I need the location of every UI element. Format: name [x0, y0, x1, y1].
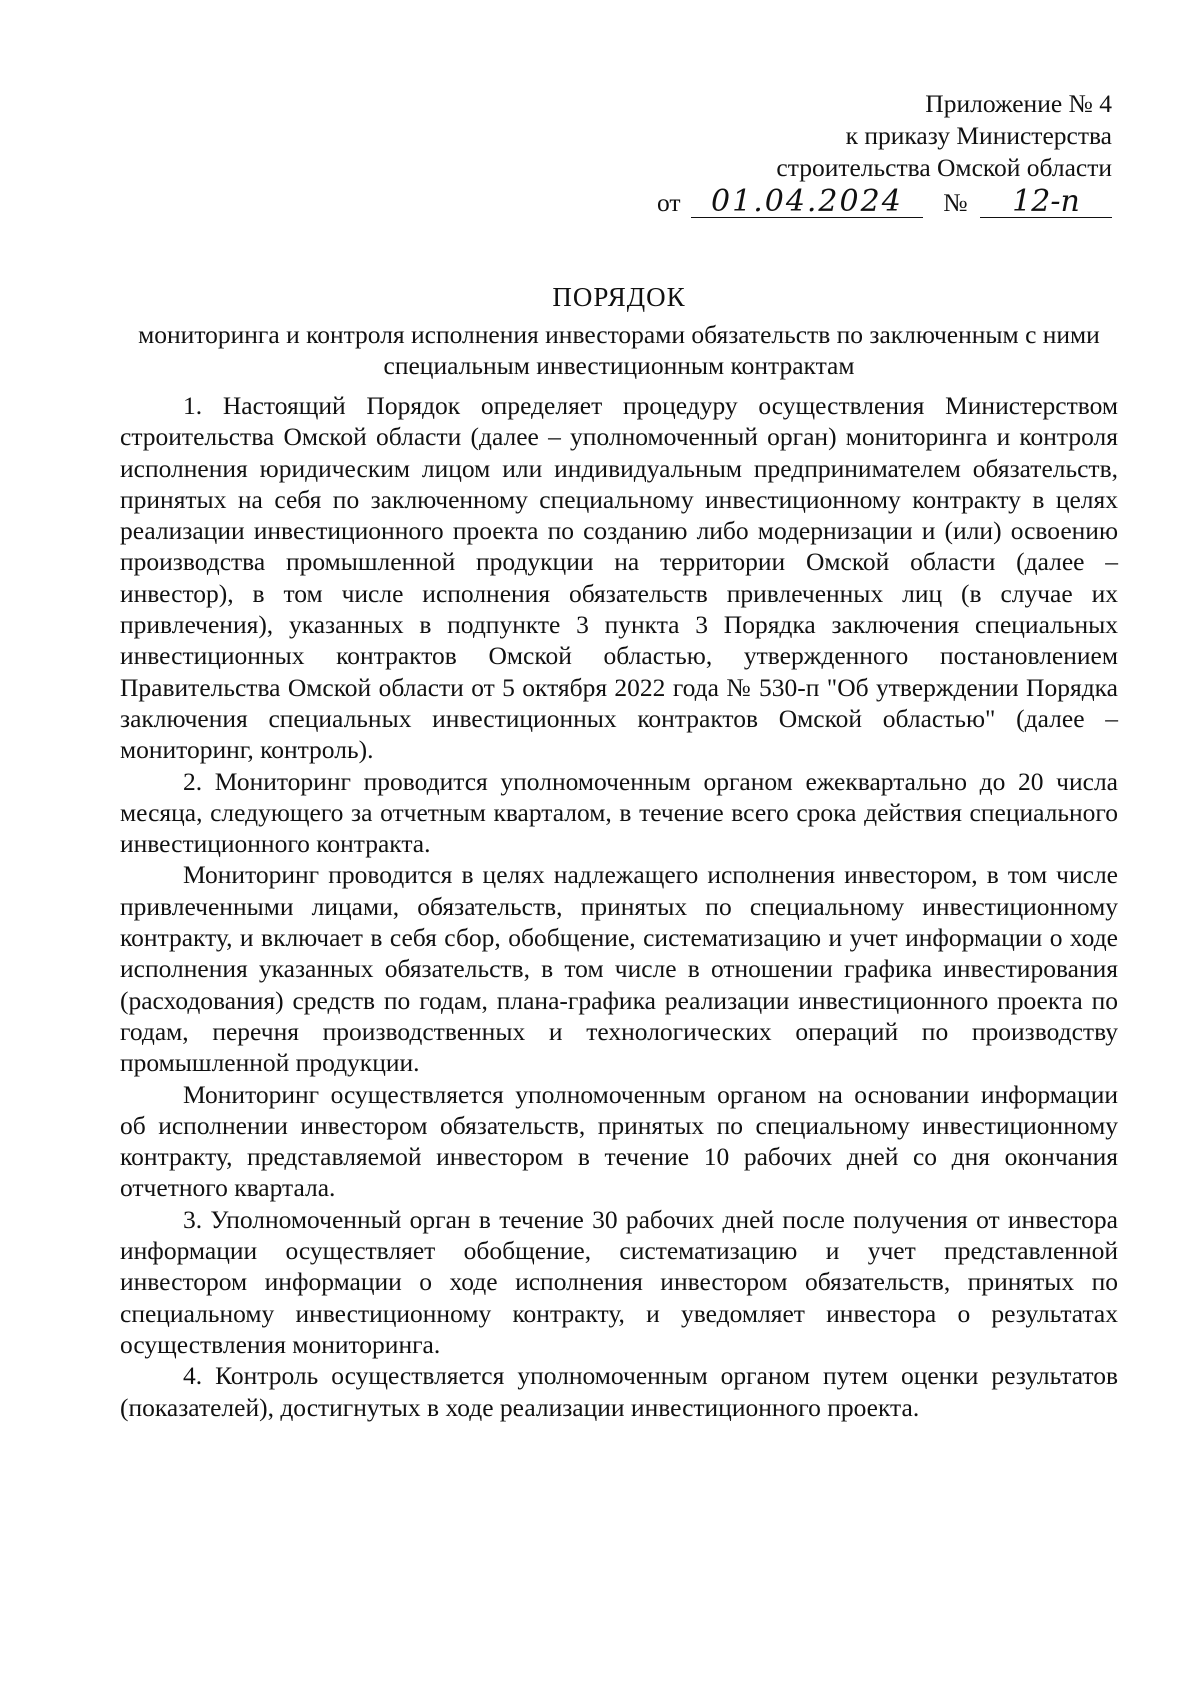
document-body: [120, 390, 1118, 1423]
paragraph-6: 4. Контроль осуществляется уполномоченным органом путем оценки результатов (показателей), достигнутых в ходе реализации инвестиционного проекта.: [120, 1361, 1118, 1422]
handwritten-order-number: 12-п: [980, 187, 1112, 218]
number-sign: №: [943, 188, 968, 217]
paragraph-3: Мониторинг проводится в целях надлежащего исполнения инвестором, в том числе привлеченными лицами, обязательств, принятых по специальному инвестиционному контракту, и включает в себя сбор, обобщение, систематизацию и учет информации о ходе исполнения указанных обязательств, в том числе в отношении графика инвестирования (расходования) средств по годам, плана-графика реализации инвестиционного проекта по годам, перечня производственных и технологических операций по производству промышленной продукции.: [120, 860, 1118, 1078]
order-date-line: [552, 184, 1112, 219]
paragraph-2: 2. Мониторинг проводится уполномоченным органом ежеквартально до 20 числа месяца, следующего за отчетным кварталом, в течение всего срока действия специального инвестиционного контракта.: [120, 766, 1118, 859]
document-title: ПОРЯДОК: [552, 282, 686, 312]
appendix-number: Приложение № 4: [925, 89, 1112, 118]
paragraph-5: 3. Уполномоченный орган в течение 30 рабочих дней после получения от инвестора информации осуществляет обобщение, систематизацию и учет представленной инвестором информации о ходе исполнения инвестором обязательств, принятых по специальному инвестиционному контракту, и уведомляет инвестора о результатах осуществления мониторинга.: [120, 1204, 1118, 1359]
paragraph-4: Мониторинг осуществляется уполномоченным органом на основании информации об исполнении инвестором обязательств, принятых по специальному инвестиционному контракту, представляемой инвестором в течение 10 рабочих дней со дня окончания отчетного квартала.: [120, 1079, 1118, 1203]
appendix-header: [552, 88, 1112, 219]
document-title-block: [120, 280, 1118, 381]
date-prefix: от: [656, 188, 681, 217]
handwritten-date: 01.04.2024: [691, 187, 923, 218]
ministry-name: строительства Омской области: [776, 153, 1112, 182]
order-reference: к приказу Министерства: [845, 121, 1112, 150]
document-subtitle: мониторинга и контроля исполнения инвесторами обязательств по заключенным с ними специальным инвестиционным контрактам: [138, 320, 1100, 380]
paragraph-1: 1. Настоящий Порядок определяет процедуру осуществления Министерством строительства Омской области (далее – уполномоченный орган) мониторинга и контроля исполнения юридическим лицом или индивидуальным предпринимателем обязательств, принятых на себя по заключенному специальному инвестиционному контракту в целях реализации инвестиционного проекта по созданию либо модернизации и (или) освоению производства промышленной продукции на территории Омской области (далее – инвестор), в том числе исполнения обязательств привлеченных лиц (в случае их привлечения), указанных в подпункте 3 пункта 3 Порядка заключения специальных инвестиционных контрактов Омской областью, утвержденного постановлением Правительства Омской области от 5 октября 2022 года № 530-п "Об утверждении Порядка заключения специальных инвестиционных контрактов Омской областью" (далее – мониторинг, контроль).: [120, 391, 1118, 765]
